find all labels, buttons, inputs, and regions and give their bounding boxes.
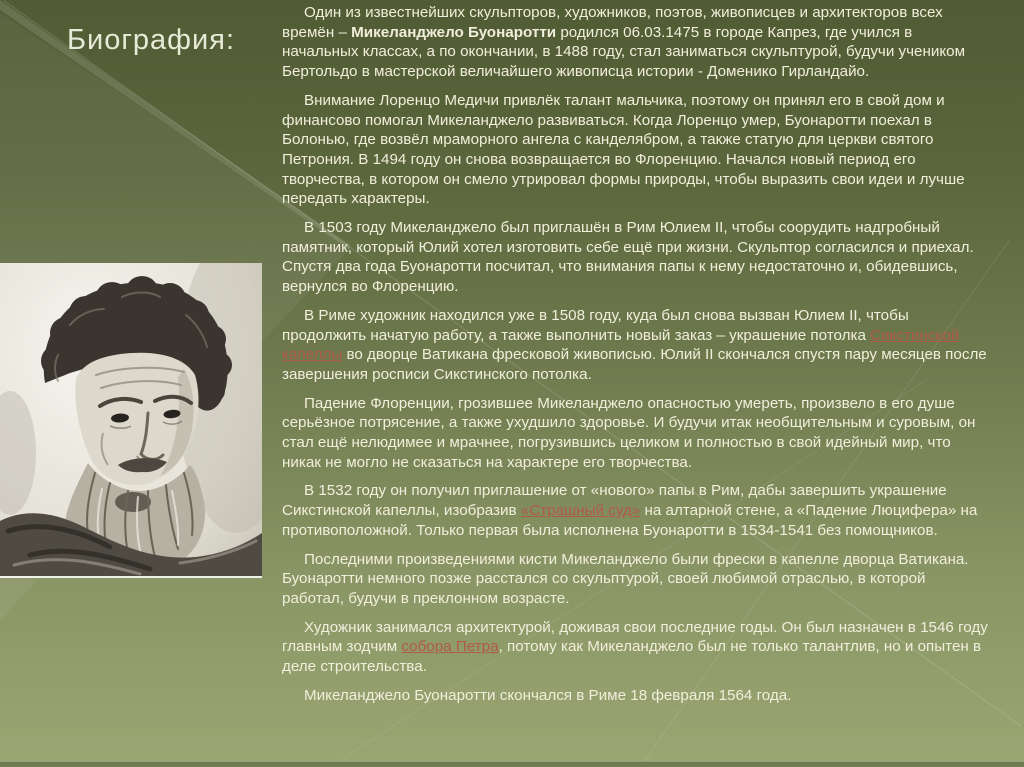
text-run: Внимание Лоренцо Медичи привлёк талант мальчика, поэтому он принял его в свой дом и финансово помогал Микеланджело развиваться. Когда Лоренцо умер, Буонаротти поехал в Болонью, где возвёл мраморного ангела с канделябром, а также статую для церкви святого Петрония. В 1494 году он снова возвращается во Флоренцию. Начался новый период его творчества, в котором он смело утрировал формы природы, чтобы выразить свои идеи и лучше передать характеры. [282, 91, 965, 208]
paragraph [282, 618, 990, 677]
michelangelo-portrait-sketch [0, 263, 262, 576]
paragraph [282, 550, 990, 609]
text-run: В Риме художник находился уже в 1508 году, куда был снова вызван Юлием II, чтобы продолжить начатую работу, а также выполнить новый заказ – украшение потолка [282, 306, 909, 344]
slide-title: Биография: [66, 24, 235, 56]
link-st-peters[interactable]: собора Петра [401, 638, 499, 656]
text-run: Микеланджело Буонаротти скончался в Риме 18 февраля 1564 года. [304, 686, 792, 704]
link-sistine-chapel[interactable]: Сикстинской капеллы [282, 326, 960, 364]
text-run: Художник занимался архитектурой, доживая свои последние годы. Он был назначен в 1546 году главным зодчим [282, 618, 988, 656]
paragraph [282, 218, 990, 297]
text-run: Падение Флоренции, грозившее Микеланджело опасностью умереть, произвело в его душе серьёзное потрясение, а также ухудшило здоровье. И будучи итак необщительным и суровым, он стал ещё нелюдимее и мрачнее, погрузившись целиком и полностью в свой идейный мир, что никак не могло не сказаться на характере его творчества. [282, 394, 976, 471]
paragraph [282, 306, 990, 385]
portrait-underline [0, 576, 262, 578]
text-run: , потому как Микеланджело был не только талантлив, но и опытен в деле строительства. [282, 638, 982, 676]
emphasized-name: Микеланджело Буонаротти [351, 23, 557, 41]
portrait-drawing [0, 263, 262, 576]
text-run: родился 06.03.1475 в городе Капрез, где учился в начальных классах, а по окончании, в 1488 году, стал заниматься скульптурой, будучи учеником Бертольдо в мастерской величайшего живописца истории - Доменико Гирландайо. [282, 23, 966, 81]
bottom-accent-bar [0, 761, 1024, 767]
paragraph [282, 91, 990, 209]
paragraph [282, 686, 990, 706]
paragraph [282, 394, 990, 473]
text-run: Один из известнейших скульпторов, художников, поэтов, живописцев и архитекторов всех времён – [282, 4, 943, 41]
text-run: В 1503 году Микеланджело был приглашён в Рим Юлием II, чтобы соорудить надгробный памятник, который Юлий хотел изготовить себе ещё при жизни. Скульптор согласился и приехал. Спустя два года Буонаротти посчитал, что внимания папы к нему недостаточно и, обидевшись, вернулся во Флоренцию. [282, 219, 974, 296]
text-run: Последними произведениями кисти Микеланджело были фрески в капелле дворца Ватикана. Буонаротти немного позже расстался со скульптурой, своей любимой отраслью, в которой работал, будучи в преклонном возрасте. [282, 550, 969, 607]
text-run: В 1532 году он получил приглашение от «нового» папы в Рим, дабы завершить украшение Сикстинской капеллы, изобразив [282, 482, 947, 520]
biography-text [282, 3, 990, 715]
text-run: во дворце Ватикана фресковой живописью. Юлий II скончался спустя пару месяцев после завершения росписи Сикстинского потолка. [282, 346, 987, 383]
paragraph [282, 3, 990, 82]
link-last-judgment[interactable]: «Страшный суд» [520, 502, 641, 520]
paragraph [282, 481, 990, 540]
text-run: на алтарной стене, а «Падение Люцифера» на противоположной. Только первая была исполнена Буонаротти в 1534-1541 без помощников. [282, 502, 978, 539]
